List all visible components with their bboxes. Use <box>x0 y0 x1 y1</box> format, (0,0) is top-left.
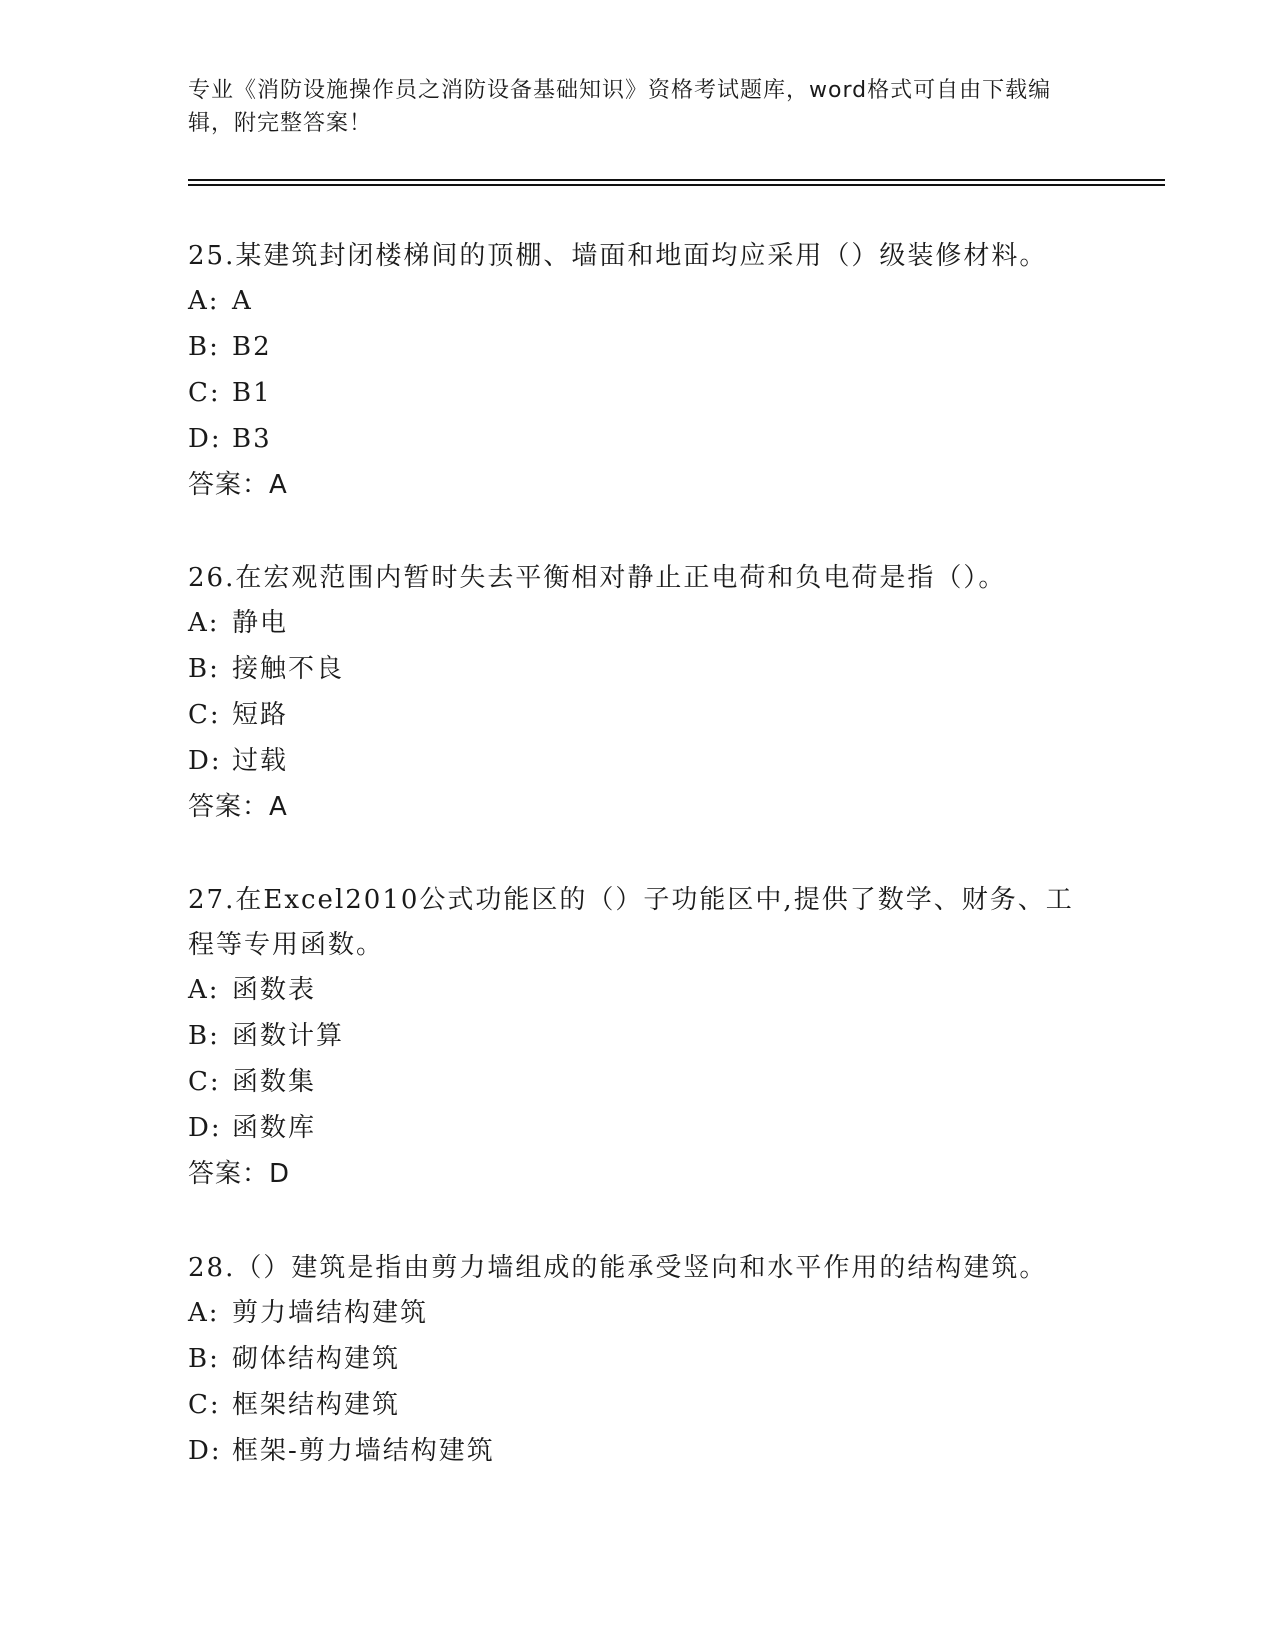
question-title: 28.（）建筑是指由剪力墙组成的能承受竖向和水平作用的结构建筑。 <box>188 1253 1048 1283</box>
option-a <box>188 601 1088 647</box>
option-c <box>188 371 1088 417</box>
option-label: D: <box>188 424 222 454</box>
option-a <box>188 968 1088 1014</box>
option-text: B2 <box>232 332 272 362</box>
option-label: B: <box>188 654 220 684</box>
option-label: A: <box>188 975 220 1005</box>
option-text: 短路 <box>232 700 289 730</box>
option-c <box>188 1060 1088 1106</box>
option-label: D: <box>188 1436 222 1466</box>
question-title: 26.在宏观范围内暂时失去平衡相对静止正电荷和负电荷是指（）。 <box>188 563 1007 593</box>
option-text: 砌体结构建筑 <box>232 1344 401 1374</box>
option-d <box>188 1429 1088 1475</box>
option-a <box>188 279 1088 325</box>
answer: 答案：A <box>188 792 288 822</box>
option-text: 接触不良 <box>232 654 345 684</box>
option-text: 函数表 <box>232 975 317 1005</box>
option-text: B1 <box>232 378 272 408</box>
option-text: 框架结构建筑 <box>232 1390 401 1420</box>
header-divider-top <box>188 179 1165 181</box>
option-b <box>188 325 1088 371</box>
document-header: 专业《消防设施操作员之消防设备基础知识》资格考试题库，word格式可自由下载编辑，附完整答案！ <box>188 78 1052 136</box>
option-label: B: <box>188 1344 220 1374</box>
question-title: 25.某建筑封闭楼梯间的顶棚、墙面和地面均应采用（）级装修材料。 <box>188 241 1048 271</box>
option-label: C: <box>188 700 221 730</box>
option-label: A: <box>188 608 220 638</box>
option-text: 框架-剪力墙结构建筑 <box>232 1436 495 1466</box>
option-text: A <box>232 286 253 316</box>
option-text: 剪力墙结构建筑 <box>232 1298 429 1328</box>
question-27 <box>188 878 1088 1197</box>
header-divider-bottom <box>188 184 1165 186</box>
option-text: 函数库 <box>232 1113 317 1143</box>
option-b <box>188 647 1088 693</box>
option-text: 静电 <box>232 608 289 638</box>
option-c <box>188 693 1088 739</box>
option-b <box>188 1014 1088 1060</box>
option-label: C: <box>188 1390 221 1420</box>
answer: 答案：A <box>188 470 288 500</box>
option-label: A: <box>188 1298 220 1328</box>
option-a <box>188 1291 1088 1337</box>
option-label: A: <box>188 286 220 316</box>
option-d <box>188 1106 1088 1152</box>
option-text: 函数集 <box>232 1067 317 1097</box>
option-text: 函数计算 <box>232 1021 345 1051</box>
option-d <box>188 739 1088 785</box>
answer: 答案：D <box>188 1159 291 1189</box>
question-26 <box>188 556 1088 830</box>
question-25 <box>188 234 1088 508</box>
question-28 <box>188 1246 1088 1475</box>
option-label: D: <box>188 1113 222 1143</box>
option-label: C: <box>188 1067 221 1097</box>
option-text: 过载 <box>232 746 289 776</box>
option-text: B3 <box>232 424 272 454</box>
option-b <box>188 1337 1088 1383</box>
option-label: D: <box>188 746 222 776</box>
option-label: B: <box>188 1021 220 1051</box>
option-c <box>188 1383 1088 1429</box>
option-d <box>188 417 1088 463</box>
question-title: 27.在Excel2010公式功能区的（）子功能区中,提供了数学、财务、工程等专用函数。 <box>188 885 1074 960</box>
option-label: C: <box>188 378 221 408</box>
option-label: B: <box>188 332 220 362</box>
